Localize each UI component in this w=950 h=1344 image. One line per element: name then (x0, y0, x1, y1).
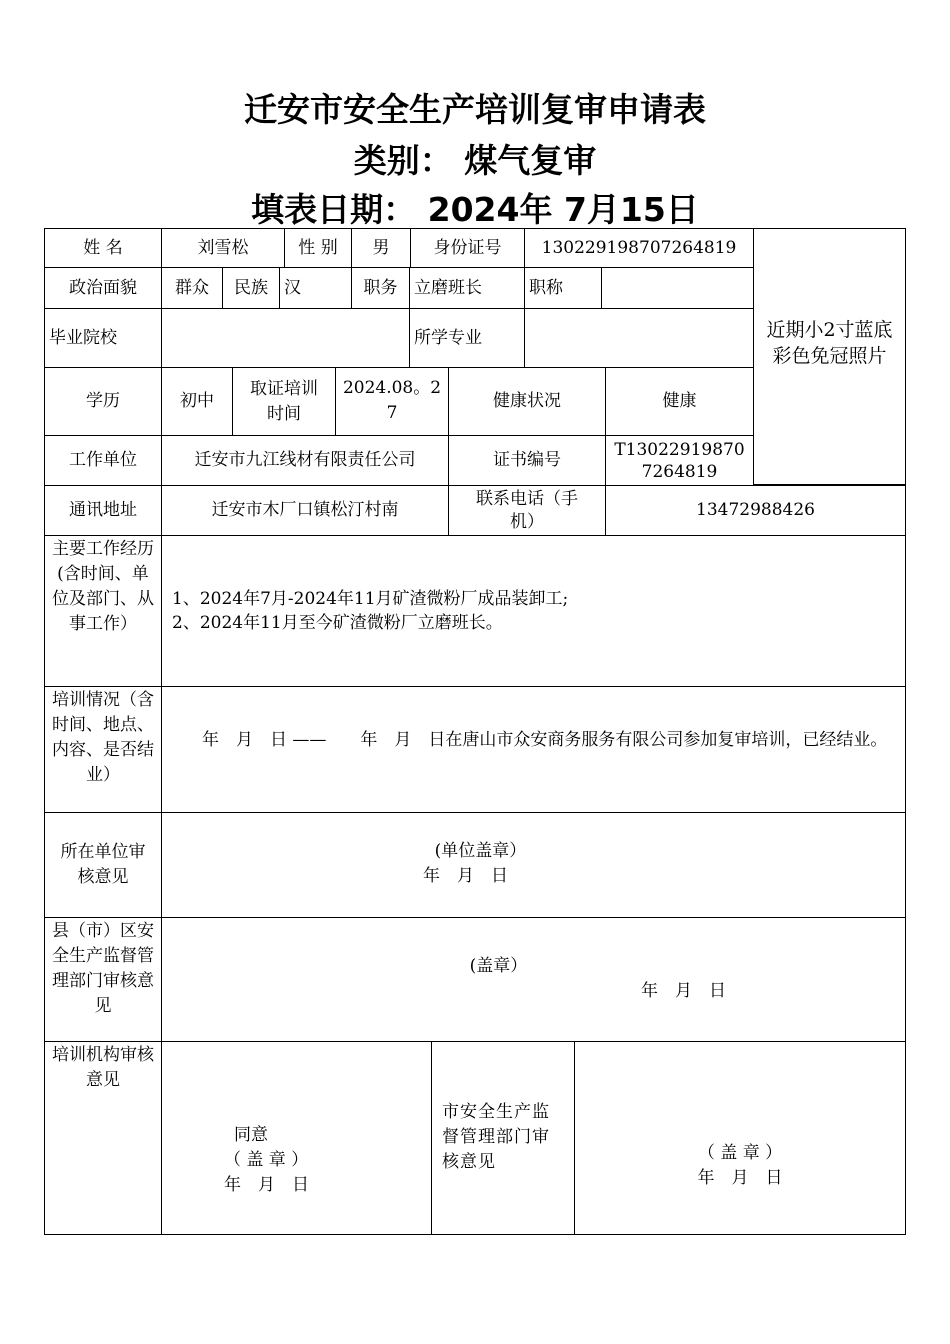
employer-label: 工作单位 (44, 435, 162, 486)
work-history-item: 1、2024年7月-2024年11月矿渣微粉厂成品装卸工; (172, 589, 569, 609)
training-label: 培训情况（含时间、地点、内容、是否结业） (44, 686, 162, 813)
gender-label: 性 别 (284, 228, 352, 268)
city-review-label: 市安全生产监督管理部门审核意见 (431, 1041, 575, 1235)
county-date: 年 月 日 (641, 981, 726, 1001)
ethnicity-field[interactable]: 汉 (279, 267, 352, 309)
work-history-item: 2、2024年11月至今矿渣微粉厂立磨班长。 (172, 613, 503, 633)
city-date: 年 月 日 (697, 1168, 783, 1188)
education-label: 学历 (44, 367, 162, 436)
address-label: 通讯地址 (44, 485, 162, 536)
ethnicity-label: 民族 (222, 267, 280, 309)
political-label: 政治面貌 (44, 267, 162, 309)
fill-date-line: 填表日期： 2024年 7月15日 (251, 190, 699, 229)
school-field[interactable] (161, 308, 410, 368)
photo-placeholder: 近期小2寸蓝底彩色免冠照片 (753, 267, 906, 485)
training-time-field[interactable]: 2024.08。27 (335, 367, 449, 436)
unit-seal: (单位盖章） (434, 841, 527, 861)
phone-label: 联系电话（手机） (448, 485, 606, 536)
category-line: 类别： 煤气复审 (353, 141, 597, 180)
unit-date: 年 月 日 (423, 866, 508, 886)
page-title: 迁安市安全生产培训复审申请表 (244, 90, 706, 129)
unit-review-field[interactable] (161, 812, 906, 918)
major-field[interactable] (524, 308, 754, 368)
id-number-field[interactable]: 130229198707264819 (524, 228, 754, 268)
gender-field[interactable]: 男 (351, 228, 411, 268)
training-org-agree: 同意 (234, 1124, 268, 1145)
political-field[interactable]: 群众 (161, 267, 223, 309)
major-label: 所学专业 (409, 308, 525, 368)
training-org-date: 年 月 日 (224, 1174, 309, 1195)
training-field[interactable]: 年 月 日 —— 年 月 日在唐山市众安商务服务有限公司参加复审培训，已经结业。 (161, 686, 906, 813)
address-field[interactable]: 迁安市木厂口镇松汀村南 (161, 485, 449, 536)
training-org-label: 培训机构审核意见 (44, 1041, 162, 1235)
city-seal: （ 盖 章 ） (697, 1143, 783, 1163)
city-review-field[interactable] (574, 1041, 906, 1235)
health-field[interactable]: 健康 (605, 367, 754, 436)
work-history-field[interactable] (161, 535, 906, 687)
employer-field[interactable]: 迁安市九江线材有限责任公司 (161, 435, 449, 486)
name-field[interactable]: 刘雪松 (161, 228, 285, 268)
training-org-seal: （ 盖 章 ） (224, 1149, 309, 1170)
health-label: 健康状况 (448, 367, 606, 436)
training-org-field[interactable] (161, 1041, 432, 1235)
position-field[interactable]: 立磨班长 (409, 267, 525, 309)
phone-field[interactable]: 13472988426 (605, 485, 906, 536)
county-review-field[interactable] (161, 917, 906, 1042)
photo-corner (753, 228, 906, 268)
county-seal: (盖章） (469, 956, 528, 976)
work-history-label: 主要工作经历(含时间、单位及部门、从事工作） (44, 535, 162, 687)
title-label: 职称 (524, 267, 602, 309)
education-field[interactable]: 初中 (161, 367, 233, 436)
training-time-label: 取证培训时间 (232, 367, 336, 436)
title-field[interactable] (601, 267, 754, 309)
position-label: 职务 (351, 267, 410, 309)
cert-label: 证书编号 (448, 435, 606, 486)
county-review-label: 县（市）区安全生产监督管理部门审核意见 (44, 917, 162, 1042)
id-label: 身份证号 (410, 228, 525, 268)
name-label: 姓 名 (44, 228, 162, 268)
school-label: 毕业院校 (44, 308, 162, 368)
unit-review-label: 所在单位审核意见 (44, 812, 162, 918)
cert-number-field[interactable]: T130229198707264819 (605, 435, 754, 486)
